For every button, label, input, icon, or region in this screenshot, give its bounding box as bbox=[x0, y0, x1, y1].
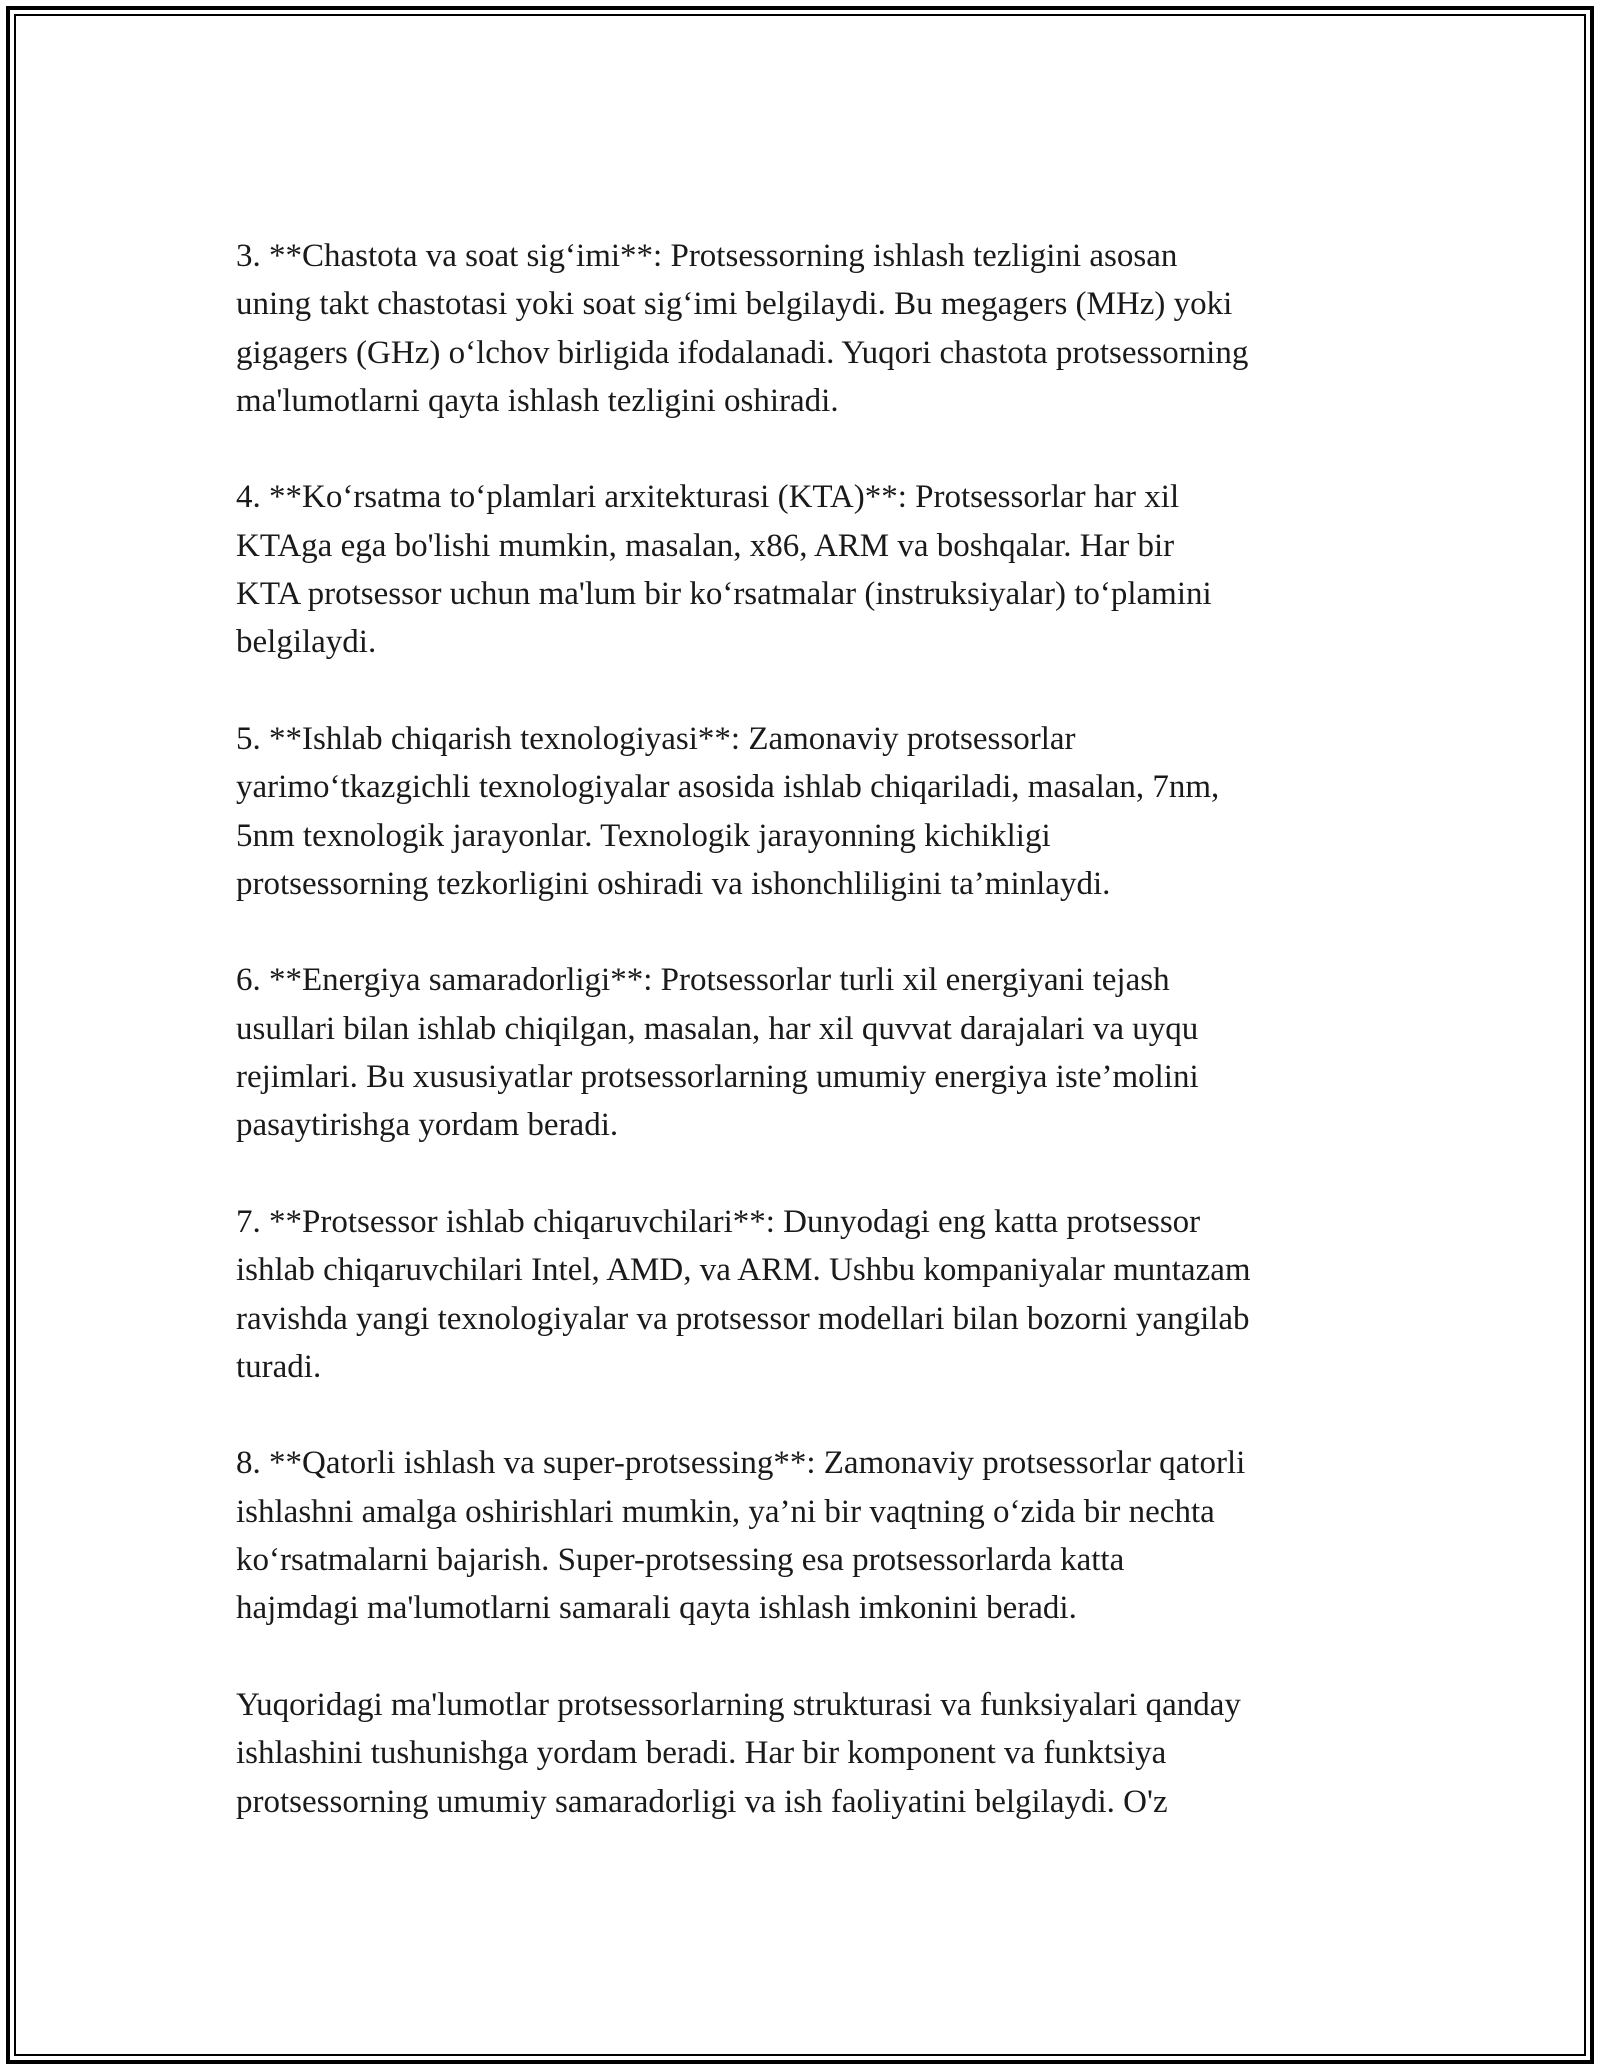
text-line: gigagers (GHz) o‘lchov birligida ifodalanadi. Yuqori chastota protsessorning bbox=[236, 334, 1249, 371]
text-line: yarimo‘tkazgichli texnologiyalar asosida ishlab chiqariladi, masalan, 7nm, bbox=[236, 769, 1220, 806]
text-line: 4. **Ko‘rsatma to‘plamlari arxitekturasi (KTA)**: Protsessorlar har xil bbox=[236, 479, 1180, 516]
text-line: KTAga ega bo'lishi mumkin, masalan, x86, ARM va boshqalar. Har bir bbox=[236, 527, 1175, 564]
text-line: 8. **Qatorli ishlash va super-protsessing**: Zamonaviy protsessorlar qatorli bbox=[236, 1445, 1246, 1482]
paragraph-clock-frequency bbox=[236, 232, 1386, 425]
text-line: uning takt chastotasi yoki soat sig‘imi belgilaydi. Bu megagers (MHz) yoki bbox=[236, 286, 1233, 323]
paragraph-instruction-set bbox=[236, 473, 1386, 666]
paragraph-manufacturing-technology bbox=[236, 715, 1386, 908]
text-line: protsessorning tezkorligini oshiradi va ishonchliligini ta’minlaydi. bbox=[236, 865, 1111, 902]
text-line: turadi. bbox=[236, 1348, 322, 1385]
text-line: belgilaydi. bbox=[236, 624, 377, 661]
text-line: ishlashni amalga oshirishlari mumkin, ya’ni bir vaqtning o‘zida bir nechta bbox=[236, 1493, 1215, 1530]
text-line: ma'lumotlarni qayta ishlash tezligini oshiradi. bbox=[236, 382, 839, 419]
text-line: ishlab chiqaruvchilari Intel, AMD, va ARM. Ushbu kompaniyalar muntazam bbox=[236, 1252, 1251, 1289]
text-line: 3. **Chastota va soat sig‘imi**: Protsessorning ishlash tezligini asosan bbox=[236, 238, 1178, 274]
paragraph-energy-efficiency bbox=[236, 956, 1386, 1149]
text-line: ravishda yangi texnologiyalar va protsessor modellari bilan bozorni yangilab bbox=[236, 1300, 1250, 1337]
paragraph-conclusion bbox=[236, 1681, 1386, 1826]
text-line: ishlashini tushunishga yordam beradi. Har bir komponent va funktsiya bbox=[236, 1735, 1167, 1772]
text-line: pasaytirishga yordam beradi. bbox=[236, 1107, 619, 1144]
text-line: 5. **Ishlab chiqarish texnologiyasi**: Zamonaviy protsessorlar bbox=[236, 720, 1076, 757]
text-line: 7. **Protsessor ishlab chiqaruvchilari**: Dunyodagi eng katta protsessor bbox=[236, 1203, 1201, 1240]
paragraph-manufacturers bbox=[236, 1198, 1386, 1391]
text-line: rejimlari. Bu xususiyatlar protsessorlarning umumiy energiya iste’molini bbox=[236, 1059, 1199, 1096]
text-line: KTA protsessor uchun ma'lum bir ko‘rsatmalar (instruksiyalar) to‘plamini bbox=[236, 576, 1212, 613]
text-line: hajmdagi ma'lumotlarni samarali qayta ishlash imkonini beradi. bbox=[236, 1590, 1077, 1627]
text-line: Yuqoridagi ma'lumotlar protsessorlarning strukturasi va funksiyalari qanday bbox=[236, 1686, 1241, 1723]
text-line: 5nm texnologik jarayonlar. Texnologik jarayonning kichikligi bbox=[236, 817, 1051, 854]
document-body bbox=[236, 232, 1386, 1826]
paragraph-pipelining bbox=[236, 1439, 1386, 1632]
text-line: 6. **Energiya samaradorligi**: Protsessorlar turli xil energiyani tejash bbox=[236, 962, 1170, 999]
text-line: usullari bilan ishlab chiqilgan, masalan, har xil quvvat darajalari va uyqu bbox=[236, 1010, 1199, 1047]
text-line: ko‘rsatmalarni bajarish. Super-protsessing esa protsessorlarda katta bbox=[236, 1542, 1125, 1579]
text-line: protsessorning umumiy samaradorligi va ish faoliyatini belgilaydi. O'z bbox=[236, 1783, 1168, 1820]
